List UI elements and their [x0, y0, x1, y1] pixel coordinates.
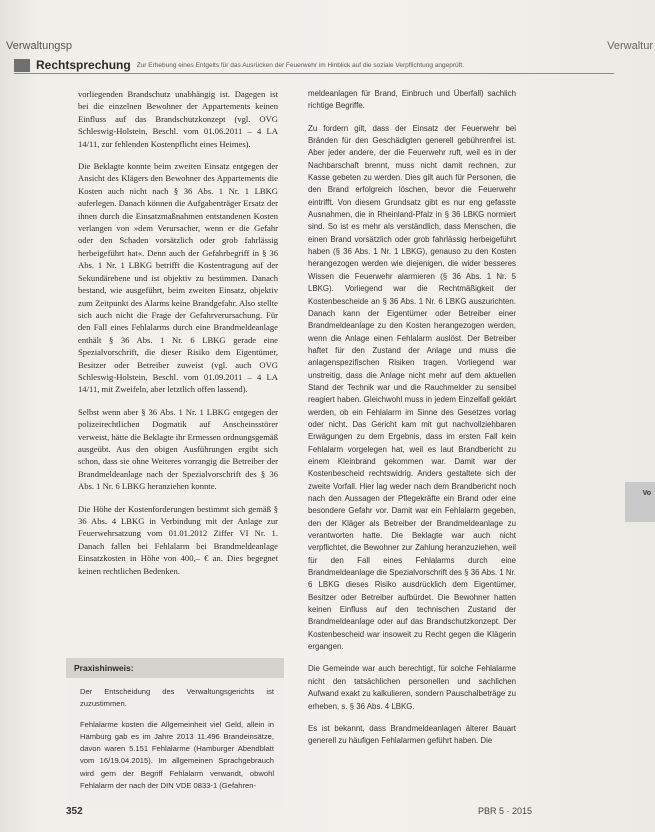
right-paragraph: Zu fordern gilt, dass der Einsatz der Feuerwehr bei Bränden für den Geschädigten generell gebührenfrei ist. Aber jeder andere, der die Feuerwehr ruft, weil es in der Nachbarschaft brennt, muss nicht damit rechnen, zur Kasse gebeten zu werden. Dies gilt auch für Personen, die den Brand erfolgreich löschen, bevor die Feuerwehr eintrifft. Von diesem Grundsatz gibt es nur eng gefasste Ausnahmen, die in Rheinland-Pfalz in § 36 LBKG normiert sind. So ist es mehr als verständlich, dass Menschen, die einen Brand vorsätzlich oder grob fahrlässig herbeigeführt haben (§ 36 Abs. 1 Nr. 1 LBKG), genauso zu den Kosten herangezogen werden wie diejenigen, die wider besseres Wissen die Feuerwehr alarmieren (§ 36 Abs. 1 Nr. 5 LBKG). Vorliegend war die Rechtmäßigkeit der Kostenbescheide an § 36 Abs. 1 Nr. 6 LBKG auszurichten. Danach kann der Eigentümer oder Betreiber einer Brandmeldeanlage zu den Kosten herangezogen werden, wenn die Anlage einen Fehlalarm auslöst. Der Betreiber haftet für den Zustand der Anlage und muss die anlagenspezifischen Risiken tragen. Vorliegend war unstreitig, dass die Anlage nicht mehr auf dem aktuellen Stand der Technik war und die Rauchmelder zu sensibel reagiert haben. Gleichwohl muss in jedem Einzelfall geklärt werden, ob ein Fehlalarm im Sinne des Gesetzes vorlag oder nicht. Das Gericht kam mit gut nachvollziehbaren Erwägungen zu dem Ergebnis, dass im ersten Fall kein Fehlalarm vorgelegen hat, weil es laut Brandbericht zu einem Kleinbrand gekommen war. Damit war der Kostenbescheid rechtswidrig. Anders gestaltete sich der zweite Vorfall. Hier lag weder nach dem Brandbericht noch nach den Aussagen der Pflegekräfte ein Brand oder eine besondere Gefahr vor. Damit war ein Fehlalarm gegeben, den der Kläger als Betreiber der Brandmeldeanlage zu verantworten hatte. Die Beklagte war auch nicht verpflichtet, die Bewohner zur Zahlung heranzuziehen, weil für den Fall eines Fehlalarms durch eine Brandmeldeanlage die Spezialvorschrift des § 36 Abs. 1 Nr. 6 LBKG dieses Risiko ausdrücklich dem Eigentümer, Besitzer oder Betreiber aufbürdet. Die Bewohner hatten keinen Einfluss auf den technischen Zustand der Brandmeldeanlage oder auf das Brandschutzkonzept. Der Kostenbescheid war insoweit zu Recht gegen die Klägerin ergangen.: [308, 123, 516, 652]
section-header: [14, 57, 614, 74]
page-number: 352: [66, 806, 83, 817]
left-paragraph: Die Beklagte konnte beim zweiten Einsatz entgegen der Ansicht des Klägers den Bewohner des Appartements die Kosten auch nicht nach § 36 Abs. 1 Nr. 1 LBKG auferlegen. Danach können die Aufgabenträger Ersatz der ihnen durch die Einsatzmaßnahmen entstandenen Kosten verlangen von »dem Verursacher, wenn er die Gefahr oder den Schaden vorsätzlich oder grob fahrlässig herbeigeführt hat«. Denn auch der Gefahrbegriff in § 36 Abs. 1 Nr. 1 LBKG betrifft die Kostentragung auf der Sekundärebene und ist objektiv zu bestimmen. Danach bestand, wie ausgeführt, beim zweiten Einsatz, objektiv zum Zeitpunkt des Alarms keine Brandgefahr. Also stellte sich auch nicht die Frage der Gefahrverursachung. Für den Fall eines Fehlalarms durch eine Brandmeldeanlage enthält § 36 Abs. 1 Nr. 6 LBKG gerade eine Spezialvorschrift, die dieser Risiko dem Eigentümer, Besitzer oder Betreiber zuweist (vgl. auch OVG Schleswig-Holstein, Beschl. vom 01.09.2011 – 4 LA 14/11, mit Zweifeln, aber letztlich offen lassend).: [78, 161, 278, 395]
section-marker-icon: [14, 59, 30, 72]
hint-paragraph: Fehlalarme kosten die Allgemeinheit viel Geld, allein in Hamburg gab es im Jahre 2013 11.496 Brandeinsätze, davon waren 5.151 Fehlalarme (Hamburger Abendblatt vom 16/19.04.2015). Im allgemeinen Sprachgebrauch wird gern der Begriff Fehlalarm verwandt, obwohl Fehlalarm der nach der DIN VDE 0833-1 (Gefahren-: [80, 719, 274, 791]
hint-paragraph: Der Entscheidung des Verwaltungsgerichts ist zuzustimmen.: [80, 687, 274, 709]
issue-label: PBR 5 · 2015: [478, 806, 533, 816]
right-paragraph: Die Gemeinde war auch berechtigt, für solche Fehlalarme nicht den tatsächlichen personellen und sachlichen Aufwand exakt zu kalkulieren, sondern Pauschalbeträge zu erheben, s. § 36 Abs. 4 LBKG.: [308, 664, 516, 711]
left-paragraph: Selbst wenn aber § 36 Abs. 1 Nr. 1 LBKG entgegen der polizeirechtlichen Dogmatik auf Anscheinsstörer verweist, hätte die Beklagte ihr Ermessen ordnungsgemäß ausgeübt. Aus den obigen Ausführungen ergibt sich schon, dass sie ohne Weiteres vorrangig die Betreiber der Brandmeldeanlage nach der Spezialvorschrift des § 36 Abs. 1 Nr. 6 LBKG heranziehen konnte.: [78, 406, 278, 492]
left-paragraph: vorliegenden Brandschutz unabhängig ist. Dagegen ist bei die einzelnen Bewohner der Appartements keinen Einfluss auf das Brandschutzkonzept (vgl. OVG Schleswig-Holstein, Beschl. vom 01.06.2011 – 4 LA 14/11, zur fehlenden Kostenpflicht eines Heimes).: [78, 89, 278, 149]
practice-hint-title: Praxishinweis:: [66, 658, 284, 678]
side-tab: [625, 482, 655, 522]
running-head-right: Verwaltur: [607, 40, 653, 52]
right-column: [308, 88, 516, 758]
right-paragraph: Es ist bekannt, dass Brandmeldeanlagen älterer Bauart generell zu häufigen Fehlalarmen geführt haben. Die: [308, 723, 516, 746]
practice-hint-box: [66, 658, 284, 808]
side-tab-label: Vo: [642, 490, 651, 497]
left-column: [78, 88, 278, 587]
left-paragraph: Die Höhe der Kostenforderungen bestimmt sich gemäß § 36 Abs. 4 LBKG in Verbindung mit der Anlage zur Feuerwehrsatzung vom 01.01.2012 Ziffer VI Nr. 1. Danach fallen bei Fehlalarm bei Brandmeldeanlage Einsatzkosten in Höhe von 400,– € an. Dies begegnet keinen rechtlichen Bedenken.: [78, 503, 278, 576]
section-title: Rechtsprechung: [36, 58, 131, 72]
right-paragraph: meldeanlagen für Brand, Einbruch und Überfall) sachlich richtige Begriffe.: [308, 89, 516, 111]
practice-hint-body: [66, 678, 284, 792]
running-head-left: Verwaltungsp: [6, 40, 73, 52]
section-subtitle: Zur Erhebung eines Entgelts für das Ausrücken der Feuerwehr im Hinblick auf die soziale Verpflichtung angeprüft.: [136, 61, 465, 69]
